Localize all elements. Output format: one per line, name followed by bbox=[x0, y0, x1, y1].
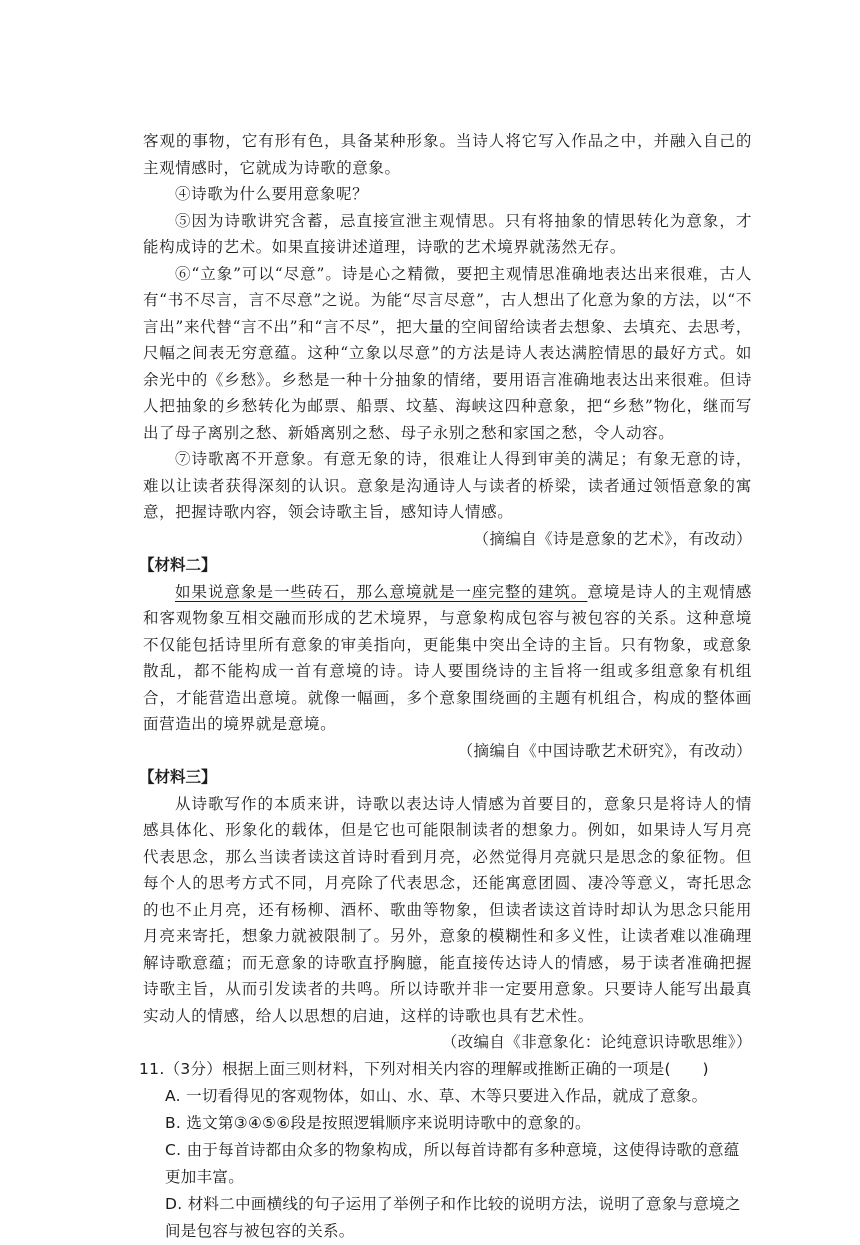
material2-text: 意境是诗人的主观情感和客观物象互相交融而形成的艺术境界，与意象构成包容与被包容的关系。这种意境不仅能包括诗里所有意象的审美指向，更能集中突出全诗的主旨。只有物象，或意象散乱，都不能构成一首有意境的诗。诗人要围绕诗的主旨将一组或多组意象有机组合，才能营造出意境。就像一幅画，多个意象围绕画的主题有机组合，构成的整体画面营造出的境界就是意境。 bbox=[143, 582, 752, 733]
option-a: A. 一切看得见的客观物体，如山、水、草、木等只要进入作品，就成了意象。 bbox=[165, 1086, 708, 1105]
material1-paragraph-5: ⑤因为诗歌讲究含蓄，忌直接宣泄主观情思。只有将抽象的情思转化为意象，才能构成诗的艺术。如果直接讲述道理，诗歌的艺术境界就荡然无存。 bbox=[143, 211, 752, 256]
material1-paragraph-7: ⑦诗歌离不开意象。有意无象的诗，很难让人得到审美的满足；有象无意的诗，难以让读者获得深刻的认识。意象是沟通诗人与读者的桥梁，读者通过领悟意象的寓意，把握诗歌内容，领会诗歌主旨，感知诗人情感。 bbox=[143, 450, 752, 521]
material2-heading: 【材料二】 bbox=[139, 555, 217, 574]
material1-paragraph-6: ⑥“立象”可以“尽意”。诗是心之精微，要把主观情思准确地表达出来很难，古人有“书不尽言，言不尽意”之说。为能“尽言尽意”，古人想出了化意为象的方法，以“不言出”来代替“言不出”和“言不尽”，把大量的空间留给读者去想象、去填充、去思考，尺幅之间表无穷意蕴。这种“立象以尽意”的方法是诗人表达满腔情思的最好方式。如余光中的《乡愁》。乡愁是一种十分抽象的情绪，要用语言准确地表达出来很难。但诗人把抽象的乡愁转化为邮票、船票、坟墓、海峡这四种意象，把“乡愁”物化，继而写出了母子离别之愁、新婚离别之愁、母子永别之愁和家国之愁，令人动容。 bbox=[143, 264, 752, 442]
material1-paragraph-4: ④诗歌为什么要用意象呢？ bbox=[175, 185, 369, 203]
question-11 bbox=[139, 1056, 752, 1245]
option-d: D. 材料二中画横线的句子运用了举例子和作比较的说明方法，说明了意象与意境之间是包容与被包容的关系。 bbox=[165, 1194, 741, 1240]
option-b: B. 选文第③④⑤⑥段是按照逻辑顺序来说明诗歌中的意象的。 bbox=[165, 1113, 591, 1132]
underlined-sentence: 如果说意象是一些砖石，那么意境就是一座完整的建筑。 bbox=[175, 582, 588, 601]
material1-source: （摘编自《诗是意象的艺术》，有改动） bbox=[473, 529, 752, 548]
material3-source: （改编自《非意象化：论纯意识诗歌思维》） bbox=[441, 1033, 752, 1051]
option-c: C. 由于每首诗都由众多的物象构成，所以每首诗都有多种意境，这使得诗歌的意蕴更加丰富。 bbox=[165, 1140, 740, 1186]
material3-heading: 【材料三】 bbox=[139, 767, 217, 786]
question-stem: 11.（3分）根据上面三则材料，下列对相关内容的理解或推断正确的一项是( ) bbox=[139, 1059, 709, 1078]
material2-source: （摘编自《中国诗歌艺术研究》，有改动） bbox=[457, 741, 752, 760]
material1-paragraph-continued: 客观的事物，它有形有色，具备某种形象。当诗人将它写入作品之中，并融入自己的主观情感时，它就成为诗歌的意象。 bbox=[143, 132, 752, 177]
material3-paragraph: 从诗歌写作的本质来讲，诗歌以表达诗人情感为首要目的，意象只是将诗人的情感具体化、形象化的载体，但是它也可能限制读者的想象力。例如，如果诗人写月亮代表思念，那么当读者读这首诗时看到月亮，必然觉得月亮就只是思念的象征物。但每个人的思考方式不同，月亮除了代表思念，还能寓意团圆、凄冷等意义，寄托思念的也不止月亮，还有杨柳、酒杯、歌曲等物象，但读者读这首诗时却认为思念只能用月亮来寄托，想象力就被限制了。另外，意象的模糊性和多义性，让读者难以准确理解诗歌意蕴；而无意象的诗歌直抒胸臆，能直接传达诗人的情感，易于读者准确把握诗歌主旨，从而引发读者的共鸣。所以诗歌并非一定要用意象。只要诗人能写出最真实动人的情感，给人以思想的启迪，这样的诗歌也具有艺术性。 bbox=[143, 794, 752, 1025]
material2-paragraph bbox=[143, 579, 752, 738]
